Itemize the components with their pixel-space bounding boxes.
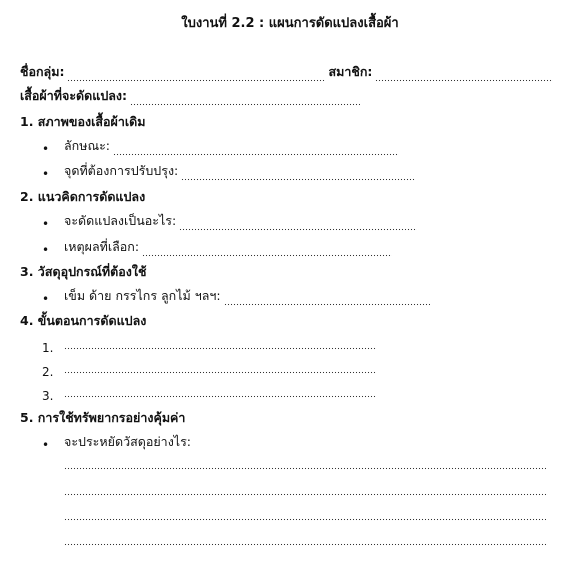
item-label: จะดัดแปลงเป็นอะไร: [64,213,177,228]
step-number: 3. [42,389,54,403]
section-2-item-2 [64,239,395,257]
step-number: 2. [42,365,54,379]
section-3-heading: 3. วัสดุอุปกรณ์ที่ต้องใช้ [20,264,147,279]
item-label: เหตุผลที่เลือก: [64,239,140,254]
section-5-item-1 [64,434,191,452]
answer-fill-line-2[interactable] [64,490,546,496]
step-1-fill-line[interactable] [64,344,376,350]
garment-row [20,88,560,106]
member-label: สมาชิก: [328,64,373,79]
fill-line[interactable] [142,244,392,257]
garment-fill-line[interactable] [130,93,360,106]
step-2-fill-line[interactable] [64,368,376,374]
section-3-item-1 [64,288,433,306]
bullet-icon: • [42,167,50,181]
garment-label: เสื้อผ้าที่จะดัดแปลง: [20,88,128,103]
step-number: 1. [42,341,54,355]
section-5-heading: 5. การใช้ทรัพยากรอย่างคุ้มค่า [20,410,186,425]
bullet-icon: • [42,292,50,306]
fill-line[interactable] [181,168,415,181]
section-1-item-2 [64,163,418,181]
answer-fill-line-4[interactable] [64,540,546,546]
fill-line[interactable] [224,293,430,306]
section-4-heading: 4. ขั้นตอนการดัดแปลง [20,313,147,328]
section-1-heading: 1. สภาพของเสื้อผ้าเดิม [20,114,146,129]
bullet-icon: • [42,142,50,156]
item-label: ลักษณะ: [64,138,110,153]
fill-line[interactable] [113,143,399,156]
group-fill-line[interactable] [67,69,325,82]
item-label: จะประหยัดวัสดุอย่างไร: [64,434,192,449]
section-2-item-1 [64,213,420,231]
group-label: ชื่อกลุ่ม: [20,64,65,79]
group-member-row [20,64,560,82]
section-1-item-1 [64,138,402,156]
section-2-heading: 2. แนวคิดการดัดแปลง [20,189,146,204]
step-3-fill-line[interactable] [64,392,376,398]
member-fill-line[interactable] [375,69,553,82]
answer-fill-line-1[interactable] [64,464,546,470]
worksheet-title: ใบงานที่ 2.2 : แผนการดัดแปลงเสื้อผ้า [181,16,399,31]
bullet-icon: • [42,243,50,257]
fill-line[interactable] [179,218,417,231]
item-label: จุดที่ต้องการปรับปรุง: [64,163,179,178]
answer-fill-line-3[interactable] [64,515,546,521]
bullet-icon: • [42,217,50,231]
item-label: เข็ม ด้าย กรรไกร ลูกไม้ ฯลฯ: [64,288,221,303]
bullet-icon: • [42,438,50,452]
